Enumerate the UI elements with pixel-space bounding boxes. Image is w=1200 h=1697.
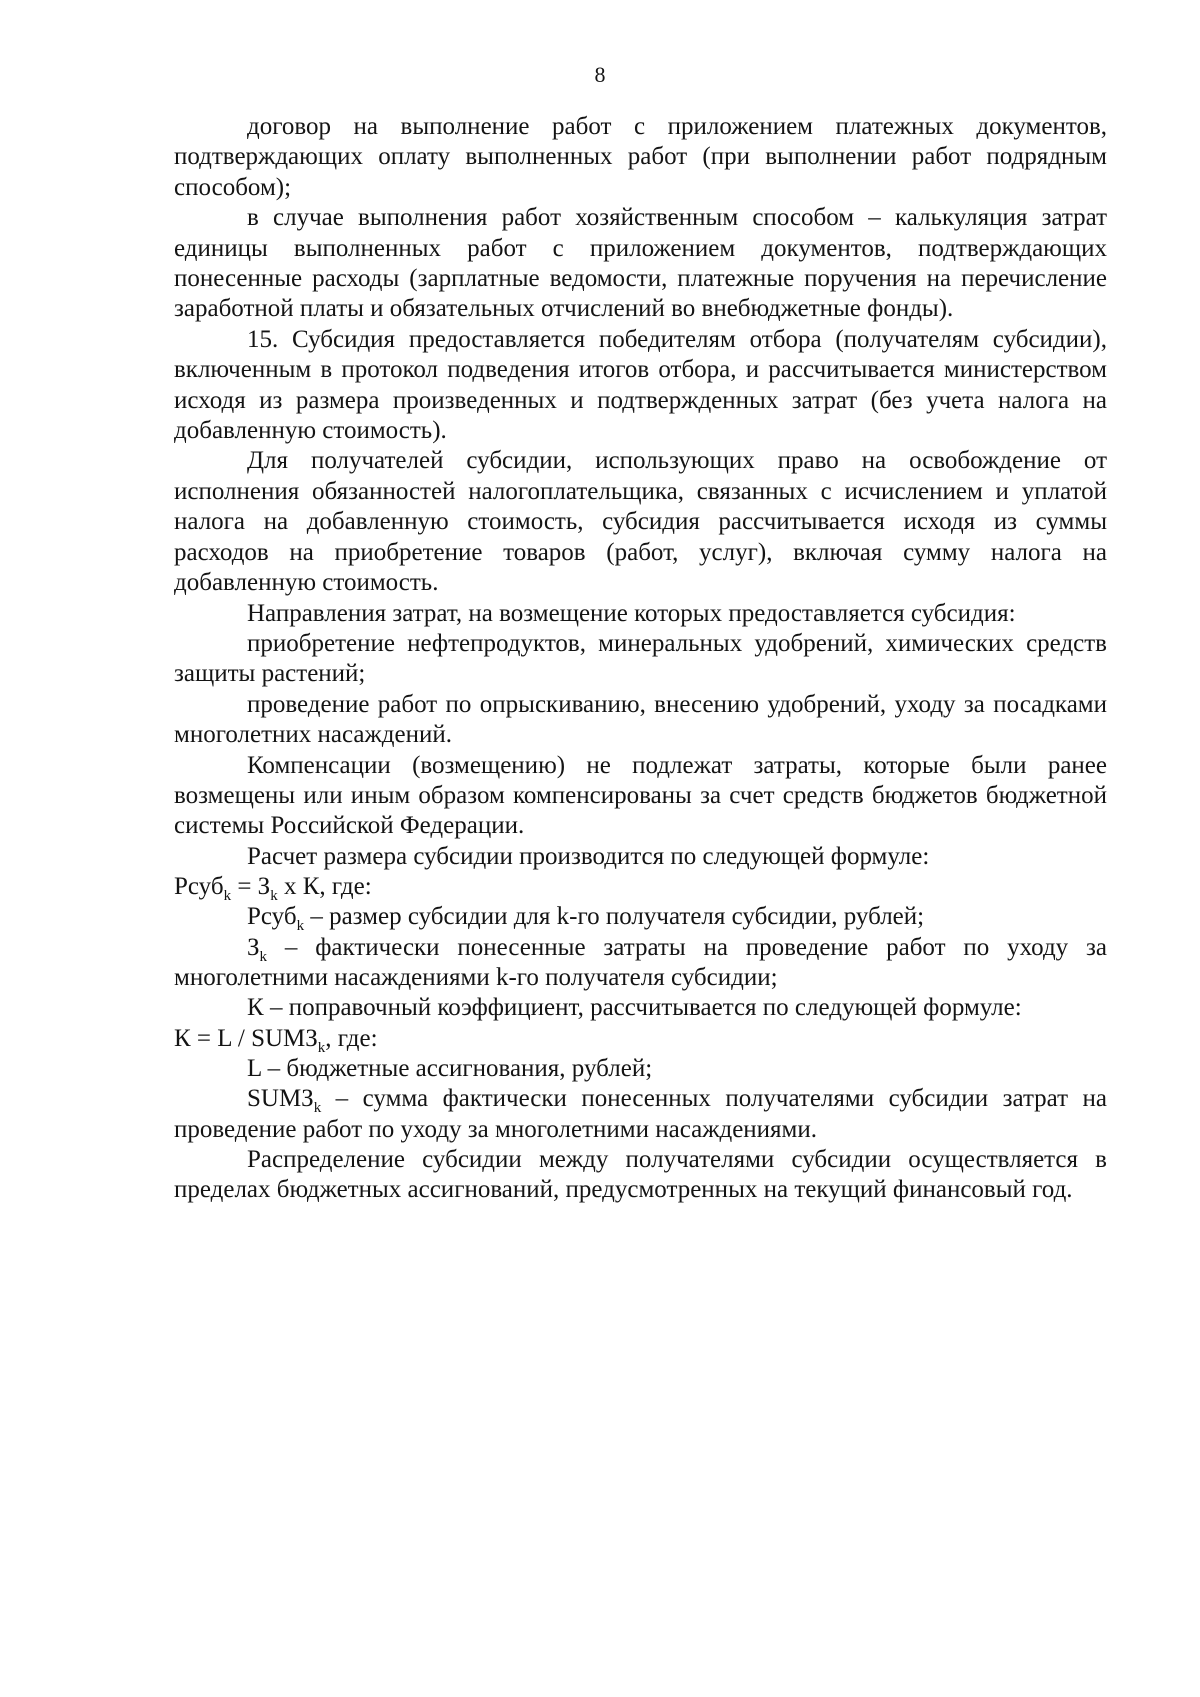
definition-costs: $З_k$ – фактически понесенные затраты на проведение работ по уходу за многолетними насаждениями k-го получателя субсидии; [174,933,1107,991]
list-item-spraying-works: проведение работ по опрыскиванию, внесению удобрений, уходу за посадками многолетних насаждений. [174,690,1107,749]
paragraph-cost-directions: Направления затрат, на возмещение которых предоставляется субсидия: [247,599,1016,627]
definition-budget: L – бюджетные ассигнования, рублей; [247,1054,653,1082]
paragraph-vat-exemption: Для получателей субсидии, использующих право на освобождение от исполнения обязанностей налогоплательщика, связанных с исчислением и уплатой налога на добавленную стоимость, субсидия рассчитывается исходя из суммы расходов на приобретение товаров (работ, услуг), включая сумму налога на добавленную стоимость. [174,447,1107,597]
paragraph-contract-documents: договор на выполнение работ с приложением платежных документов, подтверждающих оплату выполненных работ (при выполнении работ подрядным способом); [174,113,1107,201]
formula-coefficient: $К = L / SUMЗ_k$, где: [174,1024,378,1056]
definition-rsub: Рсуб$_k$ – размер субсидии для k-го получателя субсидии, рублей; [247,903,925,935]
definition-coefficient: К – поправочный коэффициент, рассчитывается по следующей формуле: [247,994,1022,1022]
paragraph-15-subsidy: 15. Субсидия предоставляется победителям отбора (получателям субсидии), включенным в протокол подведения итогов отбора, и рассчитывается министерством исходя из размера произведенных и подтвержденных затрат (без учета налога на добавленную стоимость). [174,325,1107,445]
list-item-petroleum-fertilizers: приобретение нефтепродуктов, минеральных удобрений, химических средств защиты растений; [174,629,1107,688]
page-number: 8 [594,62,606,87]
paragraph-no-compensation: Компенсации (возмещению) не подлежат затраты, которые были ранее возмещены или иным образом компенсированы за счет средств бюджетов бюджетной системы Российской Федерации. [174,751,1107,840]
paragraph-distribution: Распределение субсидии между получателями субсидии осуществляется в пределах бюджетных ассигнований, предусмотренных на текущий финансовый год. [174,1146,1107,1204]
paragraph-formula-intro: Расчет размера субсидии производится по следующей формуле: [247,842,930,870]
definition-sum-costs: $SUMЗ_k$ – сумма фактически понесенных получателями субсидии затрат на проведение работ по уходу за многолетними насаждениями. [174,1085,1107,1143]
body-text [174,112,1107,1206]
paragraph-own-method-costing: в случае выполнения работ хозяйственным способом – калькуляция затрат единицы выполненных работ с приложением документов, подтверждающих понесенные расходы (зарплатные ведомости, платежные поручения на перечисление заработной платы и обязательных отчислений во внебюджетные фонды). [174,204,1107,323]
formula-subsidy: Рсуб$_k$ = $З_k$ x К, где: [174,873,372,905]
